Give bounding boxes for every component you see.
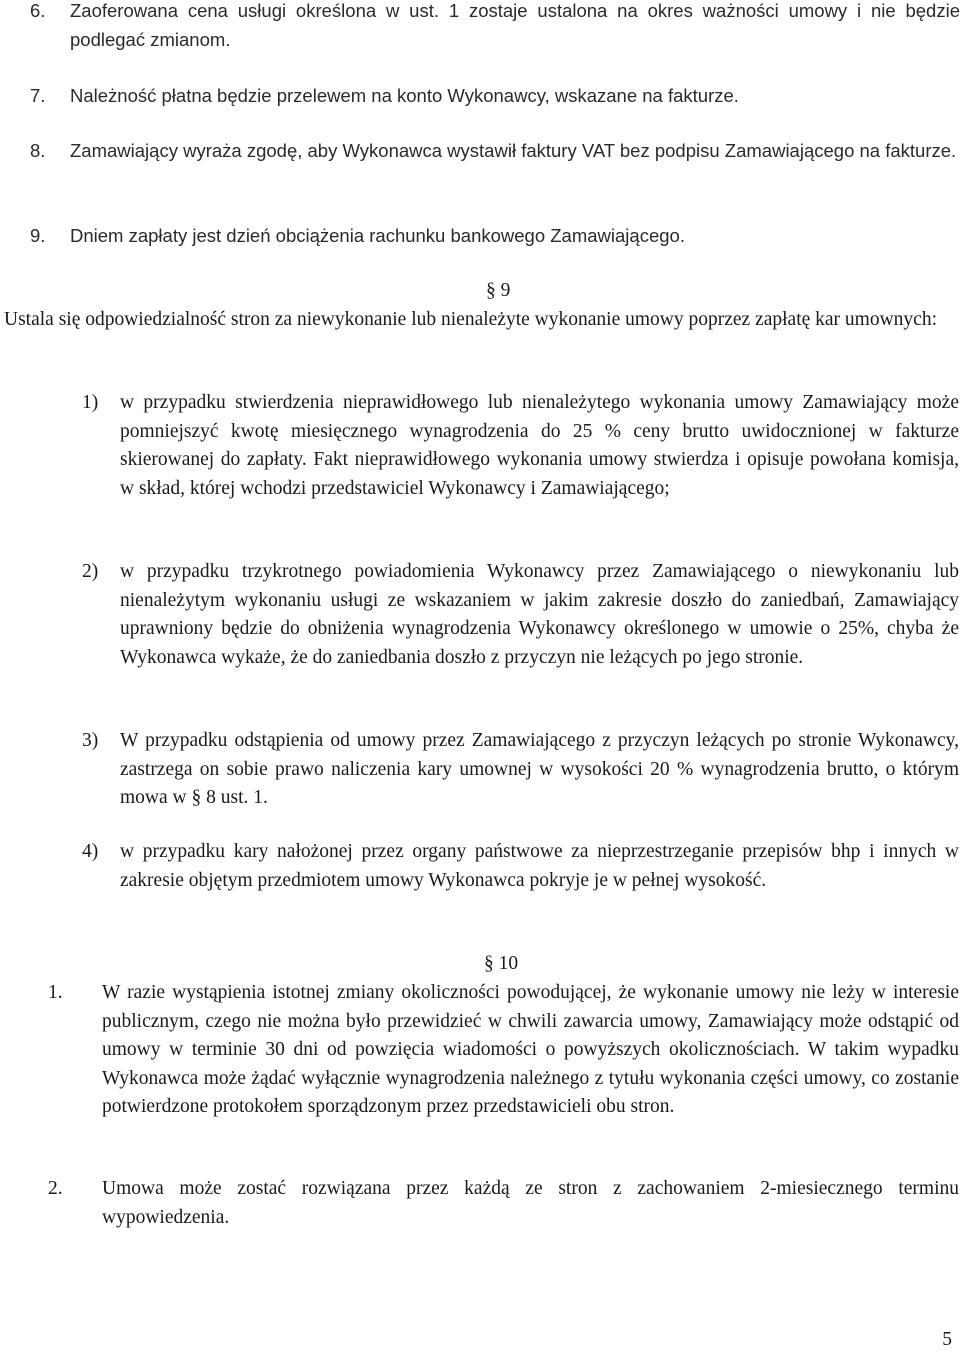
list-item-text: w przypadku trzykrotnego powiadomienia Wykonawcy przez Zamawiającego o niewykonaniu lub nienależytym wykonaniu usługi ze wskazaniem w jakim zakresie doszło do zaniedbań, Zamawiający uprawniony będzie do obniżenia wynagrodzenia Wykonawcy określonego w umowie o 25%, chyba że Wykonawca wykaże, że do zaniedbania doszło z przyczyn nie leżących po jego stronie.	[120, 561, 959, 668]
list-item-number: 7.	[30, 85, 46, 106]
list-item-text: w przypadku kary nałożonej przez organy państwowe za nieprzestrzeganie przepisów bhp i innych w zakresie objętym przedmiotem umowy Wykonawca pokryje je w pełnej wysokość.	[120, 841, 959, 891]
list-item-number: 6.	[30, 0, 46, 21]
list-item	[48, 1175, 959, 1232]
list-item-number: 3)	[82, 730, 99, 751]
list-item-text: Zamawiający wyraża zgodę, aby Wykonawca wystawił faktury VAT bez podpisu Zamawiającego na fakturze.	[70, 140, 957, 161]
list-item	[30, 82, 960, 111]
list-item-text: Dniem zapłaty jest dzień obciążenia rachunku bankowego Zamawiającego.	[70, 225, 685, 246]
list-item	[82, 727, 959, 813]
list-item	[30, 222, 960, 251]
list-item-text: w przypadku stwierdzenia nieprawidłowego lub nienależytego wykonania umowy Zamawiający może pomniejszyć kwotę miesięcznego wynagrodzenia do 25 % ceny brutto uwidocznionej w fakturze skierowanej do zapłaty. Fakt nieprawidłowego wykonania umowy stwierdza i opisuje powołana komisja, w skład, której wchodzi przedstawiciel Wykonawcy i Zamawiającego;	[120, 392, 959, 499]
list-item-text: W przypadku odstąpienia od umowy przez Zamawiającego z przyczyn leżących po stronie Wykonawcy, zastrzega on sobie prawo naliczenia kary umownej w wysokości 20 % wynagrodzenia brutto, o którym mowa w § 8 ust. 1.	[120, 730, 959, 808]
list-item-number: 2)	[82, 561, 99, 582]
section-heading: § 10	[484, 953, 519, 974]
list-item-text: W razie wystąpienia istotnej zmiany okoliczności powodującej, że wykonanie umowy nie leży w interesie publicznym, czego nie można było przewidzieć w chwili zawarcia umowy, Zamawiający może odstąpić od umowy w terminie 30 dni od powzięcia wiadomości o powyższych okolicznościach. W takim wypadku Wykonawca może żądać wyłącznie wynagrodzenia należnego z tytułu wykonania części umowy, co zostanie potwierdzone protokołem sporządzonym przez przedstawicieli obu stron.	[102, 982, 959, 1117]
list-item-number: 8.	[30, 140, 46, 161]
list-item-number: 4)	[82, 841, 99, 862]
page-number: 5	[942, 1329, 952, 1350]
list-item	[82, 838, 959, 895]
list-item-number: 2.	[48, 1178, 63, 1199]
list-item-number: 9.	[30, 225, 46, 246]
list-item-number: 1)	[82, 392, 99, 413]
list-item-text: Zaoferowana cena usługi określona w ust. 1 zostaje ustalona na okres ważności umowy i nie będzie podlegać zmianom.	[70, 0, 960, 50]
list-item	[82, 389, 959, 503]
list-item	[82, 558, 959, 672]
list-item-number: 1.	[48, 982, 63, 1003]
list-item-text: Umowa może zostać rozwiązana przez każdą ze stron z zachowaniem 2-miesiecznego terminu wypowiedzenia.	[102, 1178, 959, 1228]
list-item	[48, 979, 959, 1122]
section-intro: Ustala się odpowiedzialność stron za niewykonanie lub nienależyte wykonanie umowy poprzez zapłatę kar umownych:	[4, 309, 937, 330]
list-item	[30, 137, 960, 166]
list-item	[30, 0, 960, 54]
section-heading: § 9	[486, 280, 511, 301]
list-item-text: Należność płatna będzie przelewem na konto Wykonawcy, wskazane na fakturze.	[70, 85, 739, 106]
